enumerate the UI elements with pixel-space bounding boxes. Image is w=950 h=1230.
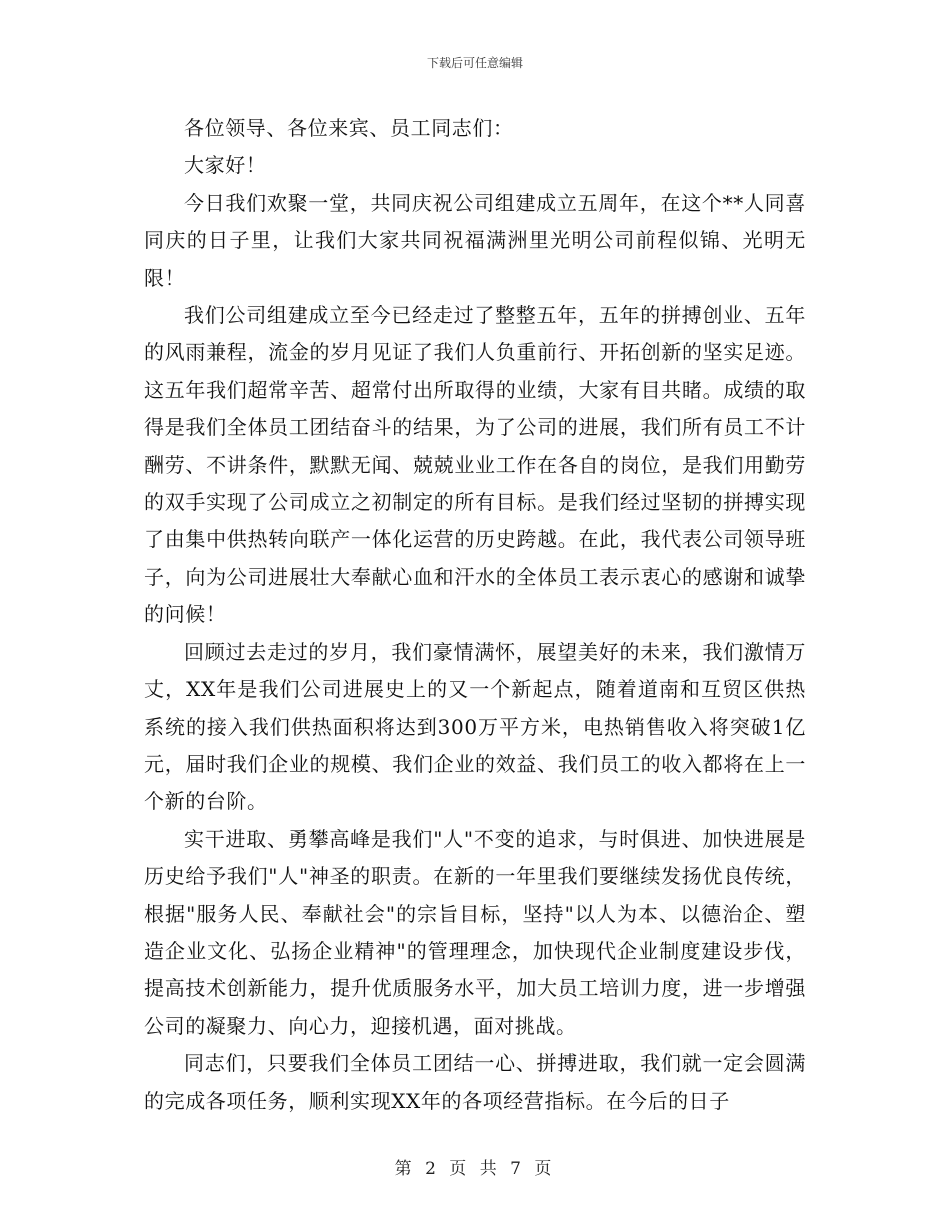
paragraph-celebration: 今日我们欢聚一堂，共同庆祝公司组建成立五周年，在这个**人同喜同庆的日子里，让我们大家共同祝福满洲里光明公司前程似锦、光明无限！ — [144, 190, 806, 290]
document-body — [144, 110, 806, 1120]
paragraph-salutation: 各位领导、各位来宾、员工同志们： — [184, 116, 514, 140]
page-number-footer: 第 2 页 共 7 页 — [394, 1159, 556, 1179]
paragraph-looking-back: 回顾过去走过的岁月，我们豪情满怀，展望美好的未来，我们激情万丈，XX年是我们公司进展史上的又一个新起点，随着道南和互贸区供热系统的接入我们供热面积将达到300万平方米，电热销售收入将突破1亿元，届时我们企业的规模、我们企业的效益、我们员工的收入都将在上一个新的台阶。 — [144, 639, 806, 814]
paragraph-greeting: 大家好！ — [184, 153, 267, 178]
paragraph-new-year-goals: 实干进取、勇攀高峰是我们"人"不变的追求，与时俱进、加快进展是历史给予我们"人"神圣的职责。在新的一年里我们要继续发扬优良传统，根据"服务人民、奉献社会"的宗旨目标，坚持"以人为本、以德治企、塑造企业文化、弘扬企业精神"的管理理念，加快现代企业制度建设步伐，提高技术创新能力，提升优质服务水平，加大员工培训力度，进一步增强公司的凝聚力、向心力，迎接机遇，面对挑战。 — [144, 826, 806, 1038]
paragraph-five-years: 我们公司组建成立至今已经走过了整整五年，五年的拼搏创业、五年的风雨兼程，流金的岁月见证了我们人负重前行、开拓创新的坚实足迹。这五年我们超常辛苦、超常付出所取得的业绩，大家有目共睹。成绩的取得是我们全体员工团结奋斗的结果，为了公司的进展，我们所有员工不计酬劳、不讲条件，默默无闻、兢兢业业工作在各自的岗位，是我们用勤劳的双手实现了公司成立之初制定的所有目标。是我们经过坚韧的拼搏实现了由集中供热转向联产一体化运营的历史跨越。在此，我代表公司领导班子，向为公司进展壮大奉献心血和汗水的全体员工表示衷心的感谢和诚挚的问候！ — [144, 303, 806, 627]
header-note: 下载后可任意编辑 — [426, 56, 523, 70]
paragraph-closing: 同志们，只要我们全体员工团结一心、拼搏进取，我们就一定会圆满的完成各项任务，顺利实现XX年的各项经营指标。在今后的日子 — [144, 1051, 806, 1113]
